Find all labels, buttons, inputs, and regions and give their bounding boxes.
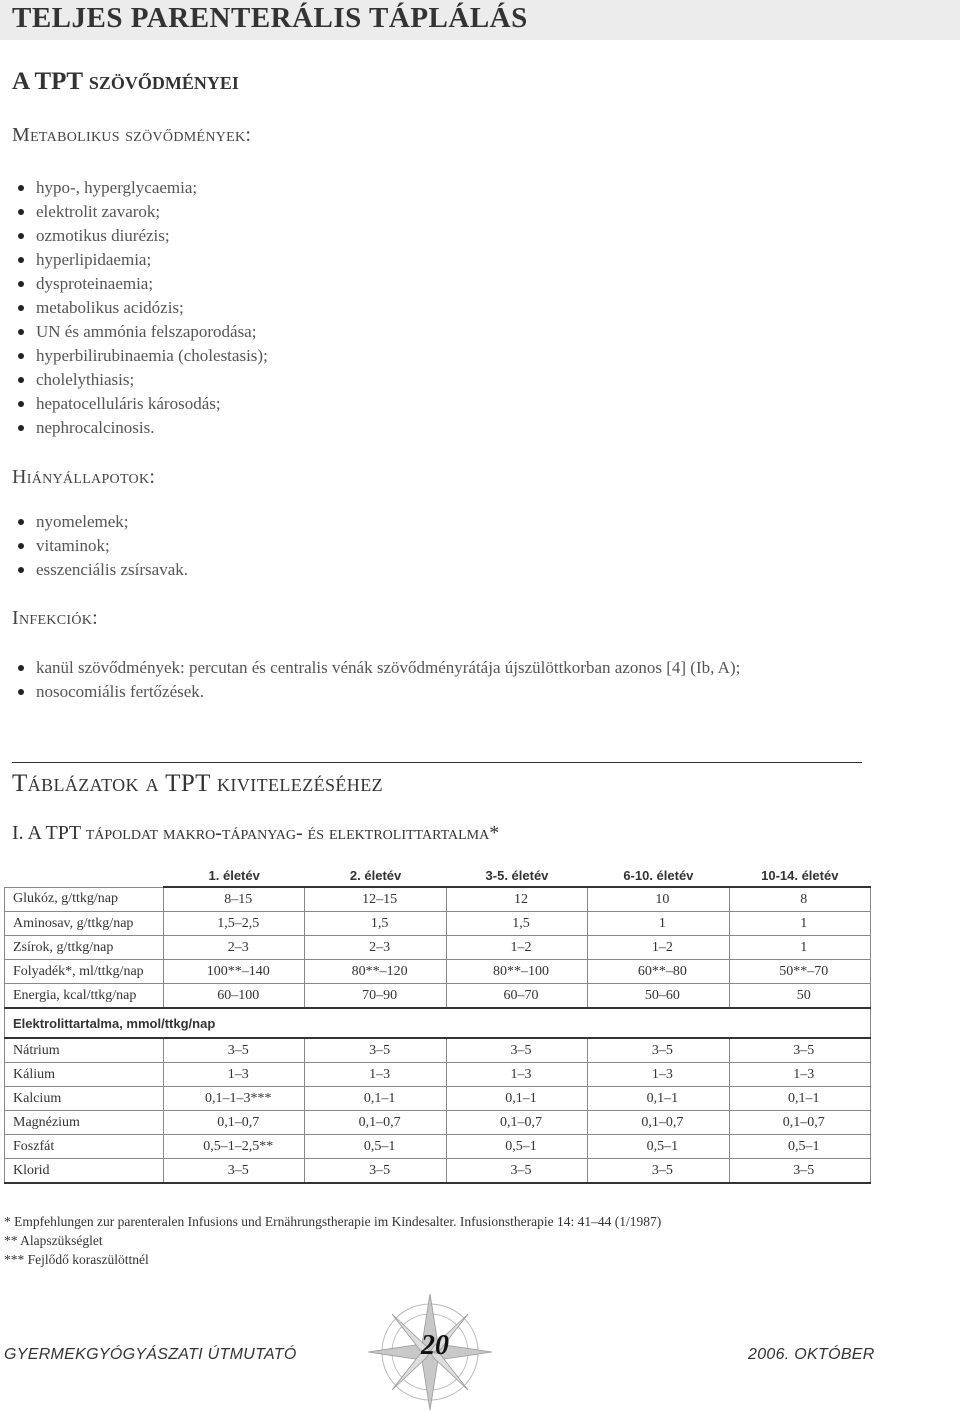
table-cell: 1–2 — [446, 936, 587, 960]
table-cell: 2–3 — [305, 936, 446, 960]
column-header: 1. életév — [164, 864, 305, 887]
table-row — [5, 1038, 871, 1063]
table-cell: 0,1–0,7 — [164, 1111, 305, 1135]
table-cell: 3–5 — [588, 1038, 729, 1063]
table-cell: 0,1–1–3*** — [164, 1087, 305, 1111]
table-cell: 3–5 — [588, 1159, 729, 1184]
page-number: 20 — [421, 1330, 449, 1361]
metabolic-list — [16, 176, 916, 440]
column-header: 10-14. életév — [729, 864, 870, 887]
row-label: Klorid — [5, 1159, 164, 1184]
row-label: Foszfát — [5, 1135, 164, 1159]
row-label: Folyadék*, ml/ttkg/nap — [5, 960, 164, 984]
table-cell: 12 — [446, 887, 587, 912]
table-cell: 1–3 — [729, 1063, 870, 1087]
metabolic-heading: Metabolikus szövődmények: — [12, 124, 252, 146]
table-cell: 1 — [588, 912, 729, 936]
table-cell: 3–5 — [305, 1038, 446, 1063]
list-item: hepatocelluláris károsodás; — [16, 392, 916, 416]
list-item: hypo-, hyperglycaemia; — [16, 176, 916, 200]
column-header: 3-5. életév — [446, 864, 587, 887]
footnotes — [4, 1212, 661, 1269]
table-cell: 100**–140 — [164, 960, 305, 984]
header-blank — [5, 864, 164, 887]
table-cell: 50–60 — [588, 984, 729, 1009]
table-cell: 1–3 — [164, 1063, 305, 1087]
table-cell: 0,5–1 — [729, 1135, 870, 1159]
list-item: metabolikus acidózis; — [16, 296, 916, 320]
section-title: A TPT szövődményei — [12, 68, 239, 95]
row-label: Glukóz, g/ttkg/nap — [5, 887, 164, 912]
list-item: ozmotikus diurézis; — [16, 224, 916, 248]
infections-list — [16, 656, 876, 704]
table-cell: 3–5 — [305, 1159, 446, 1184]
table-cell: 50**–70 — [729, 960, 870, 984]
table-row — [5, 960, 871, 984]
list-item: kanül szövődmények: percutan és centralis vénák szövődményrátája újszülöttkorban azonos [4] (Ib, A); — [16, 656, 876, 680]
row-label: Energia, kcal/ttkg/nap — [5, 984, 164, 1009]
table-cell: 1 — [729, 912, 870, 936]
footer-publication: GYERMEKGYÓGYÁSZATI ÚTMUTATÓ — [4, 1346, 297, 1363]
table-cell: 60–100 — [164, 984, 305, 1009]
table-cell: 50 — [729, 984, 870, 1009]
table-cell: 0,1–1 — [446, 1087, 587, 1111]
table-row — [5, 1159, 871, 1184]
table-cell: 12–15 — [305, 887, 446, 912]
row-label: Kalcium — [5, 1087, 164, 1111]
section-divider — [12, 762, 862, 763]
table-cell: 3–5 — [446, 1038, 587, 1063]
table-cell: 0,1–0,7 — [305, 1111, 446, 1135]
table-cell: 80**–100 — [446, 960, 587, 984]
row-label: Aminosav, g/ttkg/nap — [5, 912, 164, 936]
table-row — [5, 1087, 871, 1111]
table-cell: 0,1–0,7 — [446, 1111, 587, 1135]
table-cell: 1,5 — [305, 912, 446, 936]
table-cell: 1 — [729, 936, 870, 960]
table-row — [5, 936, 871, 960]
list-item: hyperbilirubinaemia (cholestasis); — [16, 344, 916, 368]
table-cell: 1,5–2,5 — [164, 912, 305, 936]
table-cell: 3–5 — [164, 1038, 305, 1063]
table-cell: 60**–80 — [588, 960, 729, 984]
table-cell: 1–3 — [305, 1063, 446, 1087]
table-heading: I. A TPT tápoldat makro-tápanyag- és elektrolittartalma* — [12, 822, 500, 844]
table-row — [5, 912, 871, 936]
table-row — [5, 984, 871, 1009]
table-cell: 0,1–0,7 — [729, 1111, 870, 1135]
tables-heading: Táblázatok a TPT kivitelezéséhez — [12, 770, 383, 797]
table-cell: 60–70 — [446, 984, 587, 1009]
table-cell: 3–5 — [729, 1159, 870, 1184]
footnote: ** Alapszükséglet — [4, 1233, 103, 1248]
list-item: dysproteinaemia; — [16, 272, 916, 296]
list-item: nyomelemek; — [16, 510, 916, 534]
electrolyte-group-row — [5, 1008, 871, 1038]
footnote: *** Fejlődő koraszülöttnél — [4, 1252, 149, 1267]
table-cell: 0,5–1–2,5** — [164, 1135, 305, 1159]
table-cell: 1–2 — [588, 936, 729, 960]
table-cell: 0,1–1 — [588, 1087, 729, 1111]
table-cell: 0,5–1 — [446, 1135, 587, 1159]
list-item: cholelythiasis; — [16, 368, 916, 392]
table-header-row — [5, 864, 871, 887]
table-cell: 0,5–1 — [588, 1135, 729, 1159]
row-label: Zsírok, g/ttkg/nap — [5, 936, 164, 960]
table-cell: 1–3 — [588, 1063, 729, 1087]
table-cell: 1–3 — [446, 1063, 587, 1087]
list-item: elektrolit zavarok; — [16, 200, 916, 224]
table-row — [5, 1063, 871, 1087]
table-cell: 1,5 — [446, 912, 587, 936]
footnote: * Empfehlungen zur parenteralen Infusions und Ernährungstherapie im Kindesalter. Infusionstherapie 14: 41–44 (1/1987) — [4, 1214, 662, 1229]
deficiency-list — [16, 510, 916, 582]
row-label: Kálium — [5, 1063, 164, 1087]
table-cell: 3–5 — [164, 1159, 305, 1184]
table-cell: 0,1–1 — [305, 1087, 446, 1111]
table-cell: 0,1–0,7 — [588, 1111, 729, 1135]
table-row — [5, 1111, 871, 1135]
electrolyte-group-label: Elektrolittartalma, mmol/ttkg/nap — [5, 1008, 871, 1038]
list-item: esszenciális zsírsavak. — [16, 558, 916, 582]
list-item: vitaminok; — [16, 534, 916, 558]
column-header: 2. életév — [305, 864, 446, 887]
row-label: Nátrium — [5, 1038, 164, 1063]
list-item: UN és ammónia felszaporodása; — [16, 320, 916, 344]
list-item: nosocomiális fertőzések. — [16, 680, 876, 704]
table-cell: 8–15 — [164, 887, 305, 912]
infections-heading: Infekciók: — [12, 607, 98, 629]
table-cell: 2–3 — [164, 936, 305, 960]
document-title: TELJES PARENTERÁLIS TÁPLÁLÁS — [12, 2, 528, 34]
table-cell: 70–90 — [305, 984, 446, 1009]
list-item: hyperlipidaemia; — [16, 248, 916, 272]
column-header: 6-10. életév — [588, 864, 729, 887]
table-row — [5, 1135, 871, 1159]
table-cell: 3–5 — [446, 1159, 587, 1184]
footer-date: 2006. OKTÓBER — [748, 1346, 875, 1363]
tpt-table — [4, 864, 871, 1184]
table-cell: 0,5–1 — [305, 1135, 446, 1159]
table-cell: 0,1–1 — [729, 1087, 870, 1111]
table-row — [5, 887, 871, 912]
table-cell: 10 — [588, 887, 729, 912]
table-cell: 80**–120 — [305, 960, 446, 984]
row-label: Magnézium — [5, 1111, 164, 1135]
deficiency-heading: Hiányállapotok: — [12, 466, 156, 488]
list-item: nephrocalcinosis. — [16, 416, 916, 440]
table-cell: 8 — [729, 887, 870, 912]
table-cell: 3–5 — [729, 1038, 870, 1063]
